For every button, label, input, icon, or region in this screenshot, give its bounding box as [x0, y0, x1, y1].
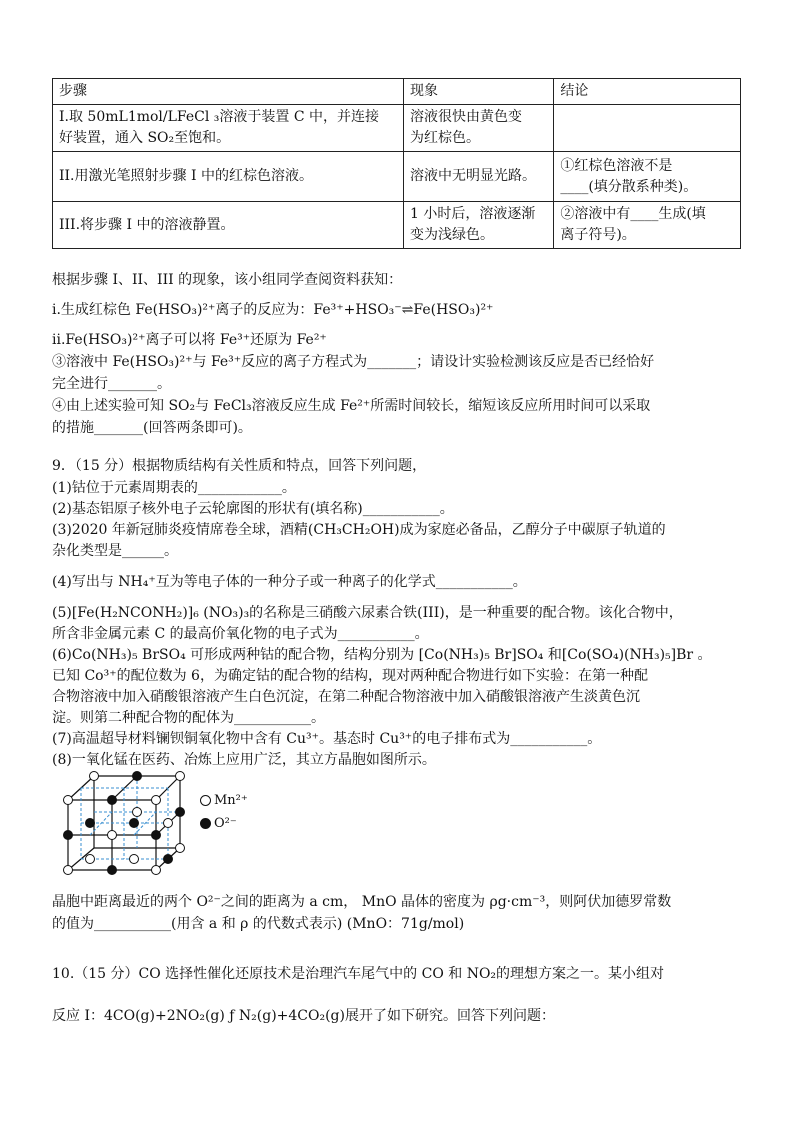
info-ii: ii.Fe(HSO₃)²⁺离子可以将 Fe³⁺还原为 Fe²⁺ [52, 332, 327, 348]
q9-part-4: (4)写出与 NH₄⁺互为等电子体的一种分子或一种离子的化学式___________。 [52, 574, 527, 590]
q9-title: 9．（15 分）根据物质结构有关性质和特点，回答下列问题， [52, 458, 427, 474]
phenomenon-cell: 1 小时后，溶液逐渐 变为浅绿色。 [404, 202, 554, 249]
q9-part-8c: 的值为___________(用含 a 和 ρ 的代数式表示) (MnO：71g/mol) [52, 916, 465, 932]
q9-part-5a: (5)[Fe(H₂NCONH₂)]₆ (NO₃)₃的名称是三硝酸六尿素合铁(III)，是一种重要的配合物。该化合物中， [52, 605, 683, 621]
header-phenomenon: 现象 [404, 79, 554, 105]
conclusion-cell: ②溶液中有____生成(填 离子符号)。 [554, 202, 741, 249]
cell-inner-grid [81, 776, 180, 859]
experiment-table [52, 78, 741, 249]
q9-part-8: (8)一氧化锰在医药、冶炼上应用广泛，其立方晶胞如图所示。 [52, 752, 436, 768]
question-4b: 的措施_______(回答两条即可)。 [52, 420, 252, 436]
question-3b: 完全进行_______。 [52, 376, 171, 392]
legend-o: O²⁻ [200, 816, 237, 831]
q9-part-3a: (3)2020 年新冠肺炎疫情席卷全球，酒精(CH₃CH₂OH)成为家庭必备品，乙醇分子中碳原子轨道的 [52, 522, 666, 538]
phenomenon-cell: 溶液中无明显光路。 [404, 152, 554, 202]
q9-part-6a: (6)Co(NH₃)₅ BrSO₄ 可形成两种钴的配合物，结构分别为 [Co(NH₃)₅ Br]SO₄ 和[Co(SO₄)(NH₃)₅]Br 。 [52, 647, 712, 663]
q9-part-8b: 晶胞中距离最近的两个 O²⁻之间的距离为 a cm， MnO 晶体的密度为 ρg·cm⁻³，则阿伏加德罗常数 [52, 894, 672, 910]
question-4a: ④由上述实验可知 SO₂与 FeCl₃溶液反应生成 Fe²⁺所需时间较长，缩短该反应所用时间可以采取 [52, 398, 651, 414]
q9-part-6d: 淀。则第二种配合物的配体为___________。 [52, 710, 325, 726]
table-header-row [53, 79, 741, 105]
info-i: i.生成红棕色 Fe(HSO₃)²⁺离子的反应为：Fe³⁺+HSO₃⁻⇌Fe(HSO₃)²⁺ [52, 302, 494, 318]
q9-part-1: (1)钴位于元素周期表的____________。 [52, 480, 296, 496]
table-row [53, 202, 741, 249]
table-row [53, 152, 741, 202]
header-conclusion: 结论 [554, 79, 741, 105]
intro-text: 根据步骤 I、II、III 的现象，该小组同学查阅资料获知： [52, 272, 403, 288]
q9-part-3b: 杂化类型是______。 [52, 543, 178, 559]
step-cell: I.取 50mL1mol/LFeCl ₃溶液于装置 C 中，并连接 好装置，通入 SO₂至饱和。 [53, 105, 404, 152]
conclusion-cell [554, 105, 741, 152]
table-row [53, 105, 741, 152]
step-cell: II.用激光笔照射步骤 I 中的红棕色溶液。 [53, 152, 404, 202]
q10-b: 反应 I：4CO(g)+2NO₂(g) ƒ N₂(g)+4CO₂(g)展开了如下研究。回答下列问题： [52, 1008, 555, 1024]
conclusion-cell: ①红棕色溶液不是 ____(填分散系种类)。 [554, 152, 741, 202]
q9-part-5b: 所含非金属元素 C 的最高价氧化物的电子式为___________。 [52, 626, 429, 642]
q9-part-6c: 合物溶液中加入硝酸银溶液产生白色沉淀，在第二种配合物溶液中加入硝酸银溶液产生淡黄色沉 [52, 689, 640, 705]
o-ion-icon [200, 818, 211, 829]
phenomenon-cell: 溶液很快由黄色变 为红棕色。 [404, 105, 554, 152]
header-step: 步骤 [53, 79, 404, 105]
mn-ion-icon [200, 795, 211, 806]
legend-mn: Mn²⁺ [200, 793, 248, 808]
q9-part-7: (7)高温超导材料镧钡铜氧化物中含有 Cu³⁺。基态时 Cu³⁺的电子排布式为___________。 [52, 731, 602, 747]
mno-unit-cell-diagram [60, 770, 190, 882]
q9-part-6b: 已知 Co³⁺的配位数为 6，为确定钴的配合物的结构，现对两种配合物进行如下实验：在第一种配 [52, 668, 648, 684]
q10-a: 10.（15 分）CO 选择性催化还原技术是治理汽车尾气中的 CO 和 NO₂的理想方案之一。某小组对 [52, 966, 665, 982]
question-3a: ③溶液中 Fe(HSO₃)²⁺与 Fe³⁺反应的离子方程式为_______；请设计实验检测该反应是否已经恰好 [52, 354, 655, 370]
step-cell: III.将步骤 I 中的溶液静置。 [53, 202, 404, 249]
q9-part-2: (2)基态铝原子核外电子云轮廓图的形状有(填名称)___________。 [52, 501, 454, 517]
